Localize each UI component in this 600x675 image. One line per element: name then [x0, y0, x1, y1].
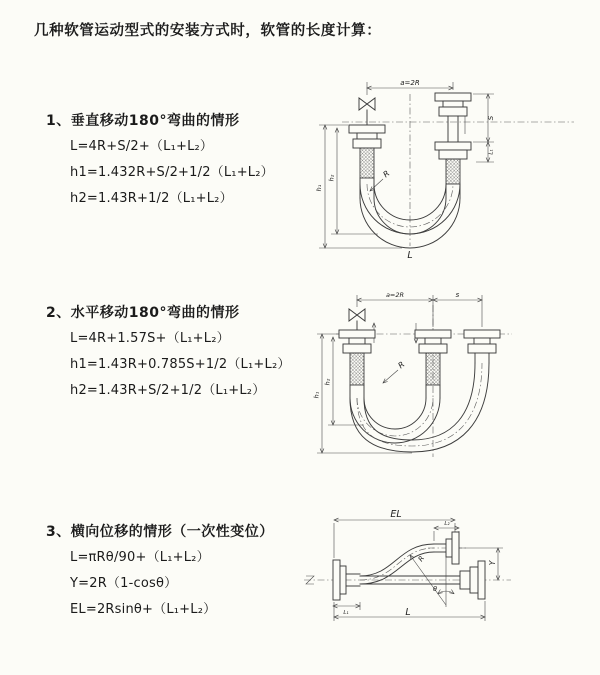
dim-label-h2: h₂ [323, 378, 332, 386]
section-vertical-move [46, 110, 346, 217]
dim-label-stroke: S [487, 115, 495, 121]
diagram-lateral-displacement [296, 505, 596, 640]
formula-h1: h1=1.43R+0.785S+1/2（L₁+L₂） [70, 357, 291, 372]
braided-hose-section [446, 159, 460, 184]
flange-fitting-fixed [339, 330, 375, 338]
hose-assembly [349, 93, 471, 248]
braided-hose-section [426, 353, 440, 385]
valve-icon [349, 309, 365, 321]
dim-label-h1: h₁ [315, 184, 323, 192]
formula-h1: h1=1.432R+S/2+1/2（L₁+L₂） [70, 165, 274, 180]
valve-icon [359, 98, 375, 110]
hose-assembly [339, 309, 500, 452]
formula-h2: h2=1.43R+1/2（L₁+L₂） [70, 191, 233, 206]
dim-label-radius: R [381, 168, 392, 180]
dim-label-h1: h₁ [312, 391, 321, 399]
section-1-heading: 1、垂直移动180°弯曲的情形 [46, 113, 240, 129]
dim-label-end2: L₂ [444, 521, 450, 527]
formula-el: EL=2Rsinθ+（L₁+L₂） [70, 602, 217, 617]
radius-leader-arrow-icon [383, 370, 398, 383]
dimension-lines [319, 82, 494, 248]
braided-hose-section [350, 353, 364, 385]
section-horizontal-move [46, 302, 346, 409]
section-3-heading: 3、横向位移的情形（一次性变位） [46, 524, 274, 540]
dim-label-el: EL [390, 509, 402, 520]
formula-length: L=4R+S/2+（L₁+L₂） [70, 139, 214, 154]
page-title: 几种软管运动型式的安装方式时，软管的长度计算： [34, 23, 382, 39]
dim-label-shift: s [455, 291, 460, 299]
flange-fitting-left [333, 560, 340, 600]
flange-fitting-right [460, 571, 470, 589]
dimension-lines [317, 295, 482, 453]
dim-label-end1: L₁ [343, 610, 349, 616]
hose-assembly [333, 532, 485, 600]
dim-label-length: L [407, 250, 413, 261]
hose-bend-position-2 [350, 363, 489, 452]
dim-label-end-length: L₁ [488, 149, 495, 155]
flange-fitting [349, 125, 385, 133]
flange-fitting-lower [435, 142, 471, 150]
dim-label-radius: R [416, 554, 427, 564]
section-2-heading: 2、水平移动180°弯曲的情形 [46, 305, 240, 321]
dim-label-length: L [405, 607, 411, 618]
flange-fitting-position-1 [415, 330, 451, 338]
flange-fitting-upper [435, 93, 471, 101]
dim-label-width: a=2R [400, 79, 420, 87]
dimension-labels [343, 509, 497, 618]
dim-label-offset: Y [488, 560, 497, 566]
formula-h2: h2=1.43R+S/2+1/2（L₁+L₂） [70, 383, 266, 398]
formula-y: Y=2R（1-cosθ） [70, 576, 178, 591]
flange-fitting-position-2 [464, 330, 500, 338]
radius-leader-arrow-icon [370, 179, 383, 191]
formula-length: L=4R+1.57S+（L₁+L₂） [70, 331, 230, 346]
dim-label-angle: θ [433, 585, 437, 593]
diagram-vertical-180-bend [308, 72, 593, 262]
diagram-horizontal-180-bend [312, 285, 600, 465]
dim-label-radius: R [396, 359, 407, 371]
braided-hose-section [360, 148, 374, 178]
dim-label-h2: h₂ [327, 174, 336, 182]
formula-length: L=πRθ/90+（L₁+L₂） [70, 550, 210, 565]
flange-fitting-displaced [446, 539, 452, 557]
dim-label-width: a=2R [385, 291, 405, 299]
